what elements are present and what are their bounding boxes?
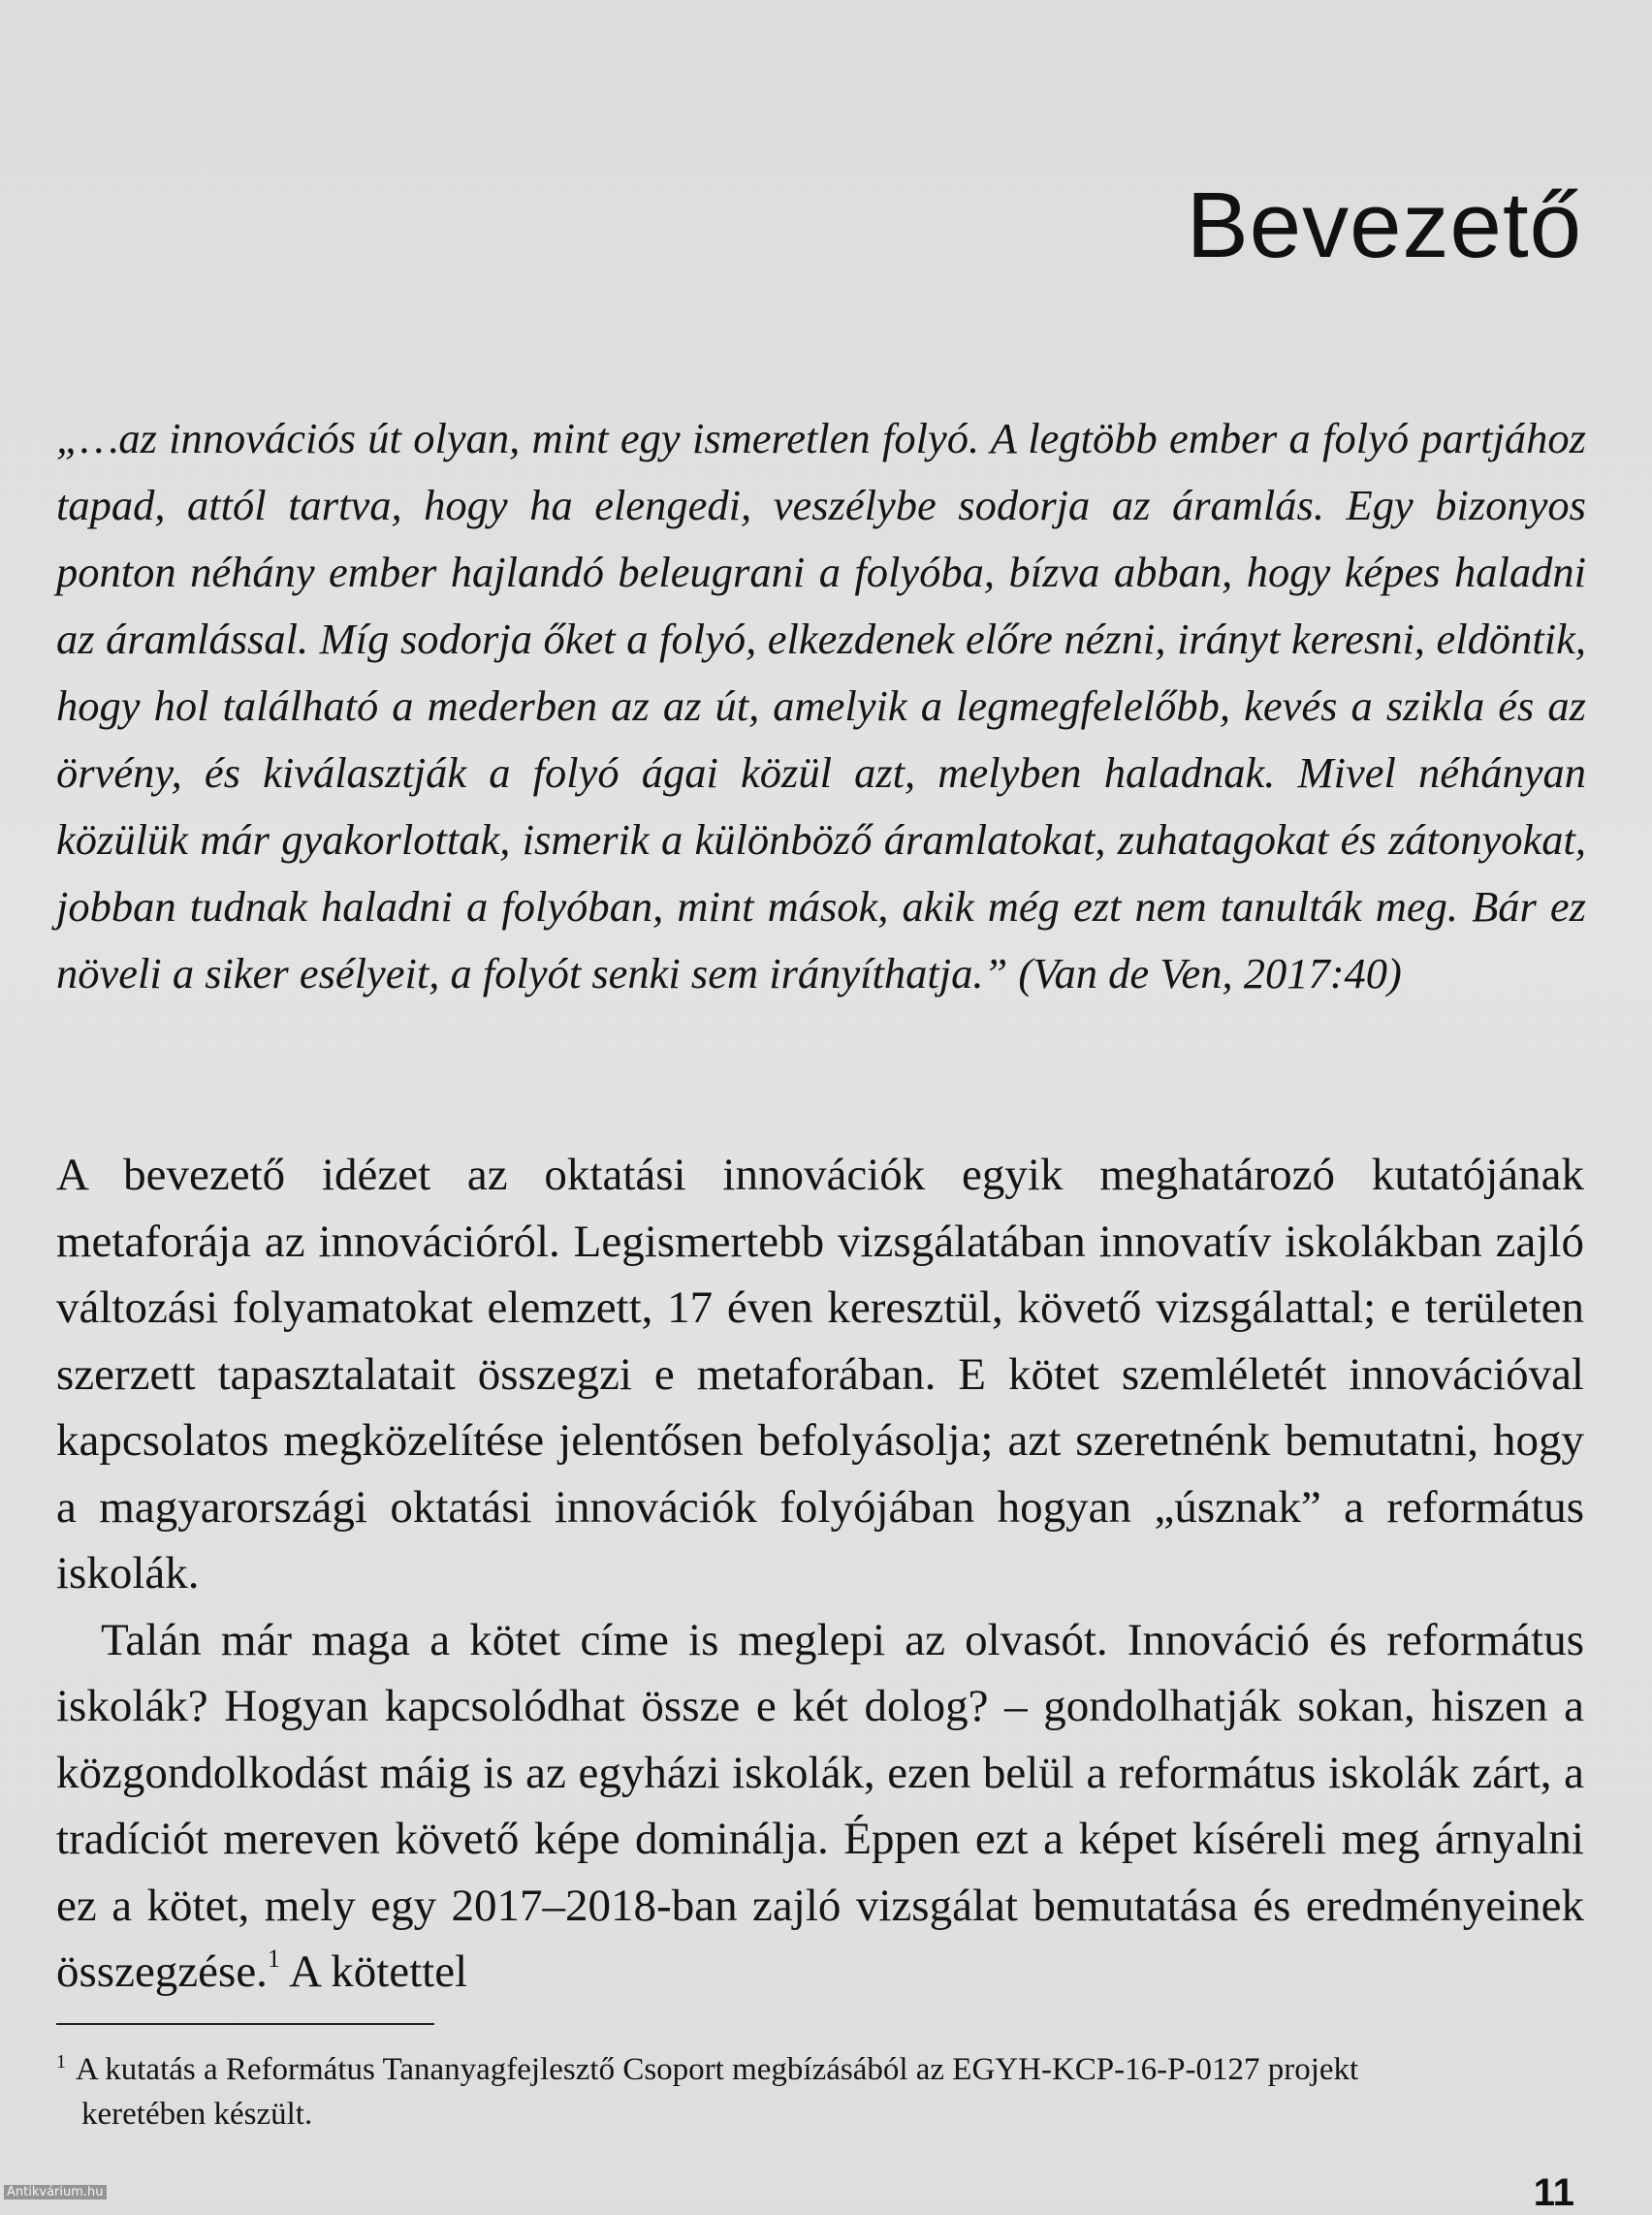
paragraph-2 [56, 1607, 1584, 2006]
footnote-number: 1 [56, 2051, 66, 2073]
footnote [56, 2040, 1576, 2136]
footnote-line-1: A kutatás a Református Tananyagfejlesztő Csoport megbízásából az EGYH-KCP-16-P-0127 projekt [76, 2052, 1359, 2087]
epigraph-quote: „…az innovációs út olyan, mint egy ismeretlen folyó. A legtöbb ember a folyó partjához tapad, attól tartva, hogy ha elengedi, veszélybe sodorja az áramlás. Egy bizonyos ponton néhány ember hajlandó beleugrani a folyóba, bízva abban, hogy képes haladni az áramlással. Míg sodorja őket a folyó, elkezdenek előre nézni, irányt keresni, eldöntik, hogy hol található a mederben az az út, amelyik a legmegfelelőbb, kevés a szikla és az örvény, és kiválasztják a folyó ágai közül azt, melyben haladnak. Mivel néhányan közülük már gyakorlottak, ismerik a különböző áramlatokat, zuhatagokat és zátonyokat, jobban tudnak haladni a folyóban, mint mások, akik még ezt nem tanulták meg. Bár ez növeli a siker esélyeit, a folyót senki sem irányíthatja.” (Van de Ven, 2017:40) [56, 414, 1586, 997]
body-text [56, 1142, 1584, 2006]
footnote-divider [56, 2023, 434, 2025]
paragraph-2-end: A kötettel [279, 1946, 468, 1997]
page-number: 11 [1533, 2171, 1574, 2214]
watermark-logo: Antikvárium.hu [4, 2185, 107, 2199]
paragraph-2-text: Talán már maga a kötet címe is meglepi az olvasót. Innováció és református iskolák? Hogyan kapcsolódhat össze e két dolog? – gondolhatják sokan, hiszen a közgondolkodást máig is az egyházi iskolák, ezen belül a református iskolák zárt, a tradíciót mereven követő képe dominálja. Éppen ezt a képet kíséreli meg árnyalni ez a kötet, mely egy 2017–2018-ban zajló vizsgálat bemutatása és eredményeinek összegzése. [56, 1614, 1584, 1997]
chapter-title: Bevezető [1186, 174, 1582, 277]
footnote-line-2: keretében készült. [81, 2097, 313, 2132]
paragraph-1: A bevezető idézet az oktatási innovációk egyik meghatározó kutatójának metaforája az innovációról. Legismertebb vizsgálatában innovatív iskolákban zajló változási folyamatokat elemzett, 17 éven keresztül, követő vizsgálattal; e területen szerzett tapasztalatait összegzi e metaforában. E kötet szemléletét innovációval kapcsolatos megközelítése jelentősen befolyásolja; azt szeretnénk bemutatni, hogy a magyarországi oktatási innovációk folyójában hogyan „úsznak” a református iskolák. [56, 1150, 1584, 1598]
footnote-mark: 1 [267, 1945, 280, 1973]
